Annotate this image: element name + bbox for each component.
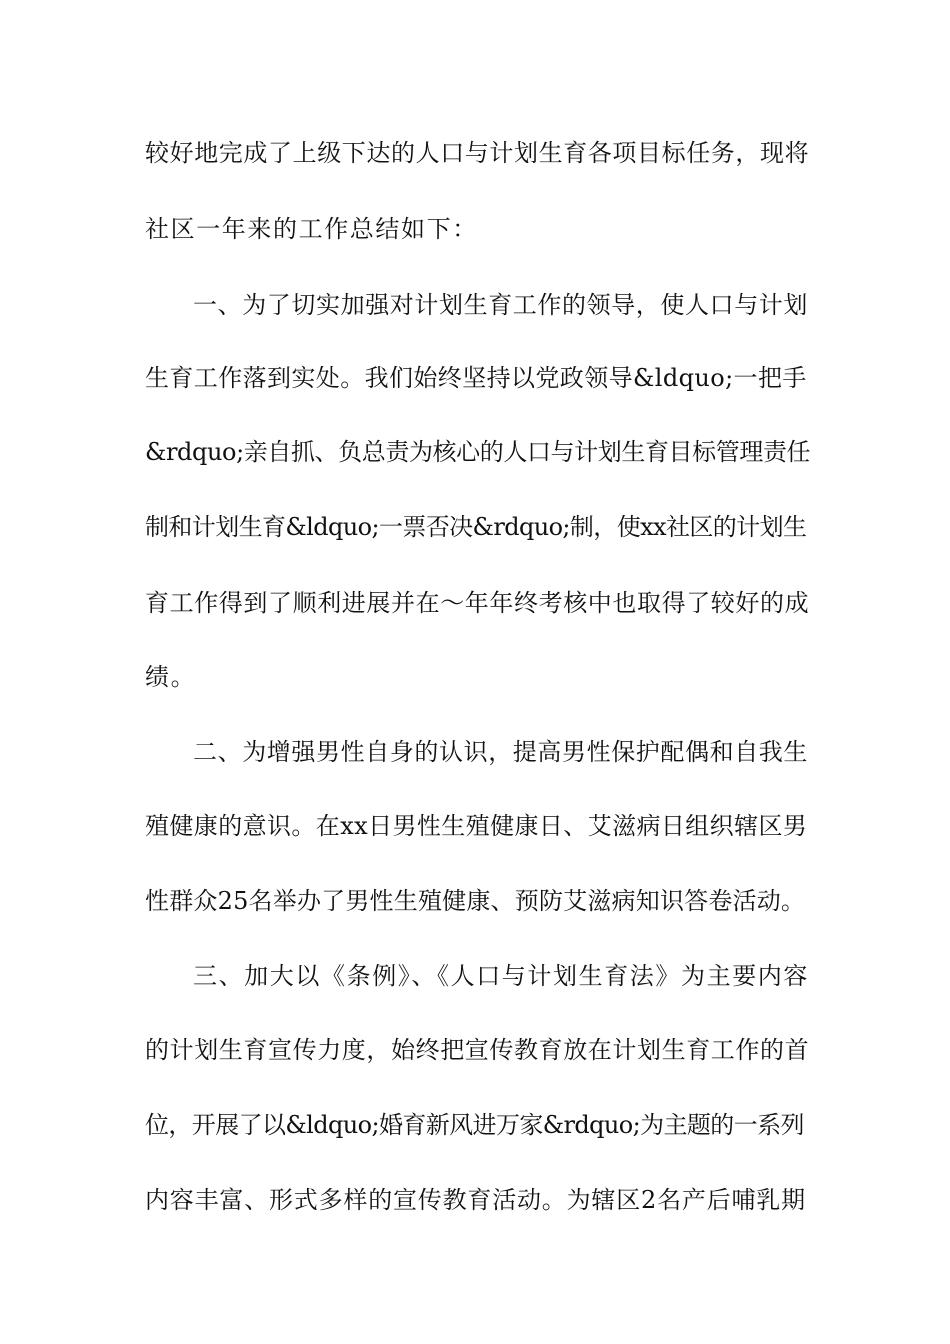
text-line: 育工作得到了顺利进展并在～年年终考核中也取得了较好的成 (145, 589, 810, 617)
paragraph-3-start: 三、加大以《条例》、《人口与计划生育法》为主要内容 (193, 962, 809, 990)
text-line: 社区一年来的工作总结如下： (145, 215, 478, 243)
text-line: 制和计划生育&ldquo;一票否决&rdquo;制，使xx社区的计划生 (145, 513, 807, 541)
paragraph-1-start: 一、为了切实加强对计划生育工作的领导，使人口与计划 (193, 291, 808, 319)
text-line: 殖健康的意识。在xx日男性生殖健康日、艾滋病日组织辖区男 (145, 812, 808, 840)
text-line: 性群众25名举办了男性生殖健康、预防艾滋病知识答卷活动。 (145, 887, 806, 915)
paragraph-2-start: 二、为增强男性自身的认识，提高男性保护配偶和自我生 (193, 738, 808, 766)
text-line: 位，开展了以&ldquo;婚育新风进万家&rdquo;为主题的一系列 (145, 1111, 804, 1139)
text-line: &rdquo;亲自抓、负总责为核心的人口与计划生育目标管理责任 (145, 438, 811, 466)
text-line: 的计划生育宣传力度，始终把宣传教育放在计划生育工作的首 (145, 1036, 810, 1064)
text-line: 生育工作落到实处。我们始终坚持以党政领导&ldquo;一把手 (145, 364, 807, 392)
text-line: 内容丰富、形式多样的宣传教育活动。为辖区2名产后哺乳期 (145, 1186, 806, 1214)
text-line: 绩。 (145, 663, 197, 691)
text-line: 较好地完成了上级下达的人口与计划生育各项目标任务，现将 (145, 139, 810, 167)
